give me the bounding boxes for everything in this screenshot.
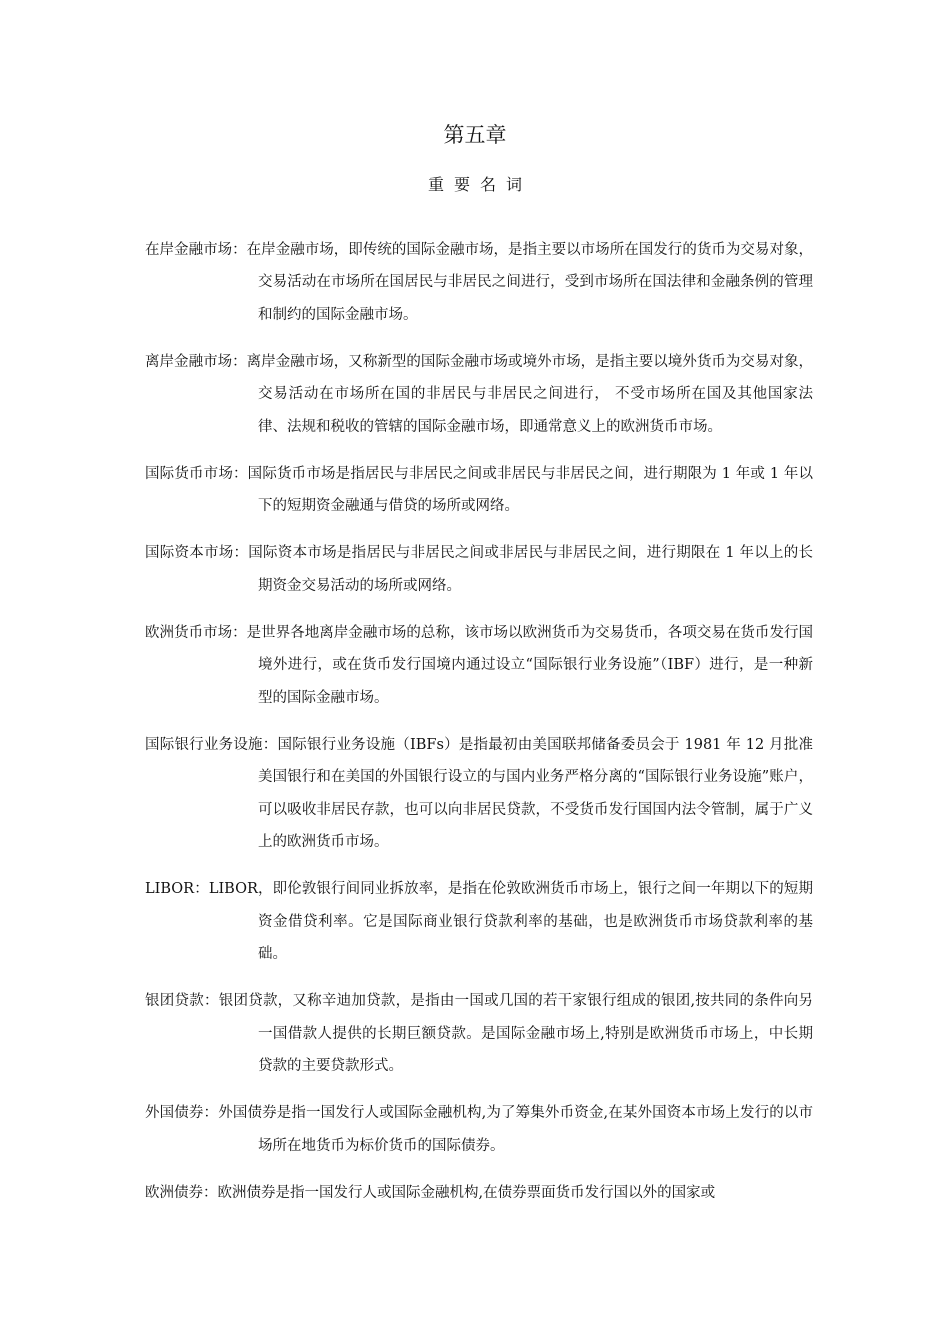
chapter-title: 第五章 <box>443 123 507 147</box>
glossary-entry-international-capital-market <box>145 537 813 602</box>
glossary-entry-foreign-bond <box>145 1097 813 1162</box>
glossary-entry-eurobond <box>145 1177 813 1210</box>
glossary-definition: 离岸金融市场，又称新型的国际金融市场或境外市场，是指主要以境外货币为交易对象，交易活动在市场所在国的非居民与非居民之间进行， 不受市场所在国及其他国家法律、法规和税收的管辖的国际金融市场，即通常意义上的欧洲货币市场。 <box>246 353 813 435</box>
glossary-entry-offshore-market <box>145 346 813 444</box>
section-title: 重要名词 <box>427 175 532 194</box>
glossary-definition: LIBOR，即伦敦银行间同业拆放率，是指在伦敦欧洲货币市场上，银行之间一年期以下的短期资金借贷利率。它是国际商业银行贷款利率的基础，也是欧洲货币市场贷款利率的基础。 <box>208 881 813 962</box>
glossary-term: 在岸金融市场： <box>145 241 247 258</box>
glossary-entry-international-money-market <box>145 458 813 523</box>
glossary-list <box>145 219 813 1212</box>
glossary-term: 外国债券： <box>145 1105 219 1121</box>
glossary-entry-eurocurrency-market <box>145 617 813 715</box>
glossary-definition: 国际资本市场是指居民与非居民之间或非居民与非居民之间，进行期限在 1 年以上的长期资金交易活动的场所或网络。 <box>248 545 813 594</box>
glossary-term: 欧洲债券： <box>145 1184 218 1201</box>
glossary-definition: 国际货币市场是指居民与非居民之间或非居民与非居民之间，进行期限为 1 年或 1 年以下的短期资金融通与借贷的场所或网络。 <box>247 465 814 514</box>
glossary-entry-onshore-market <box>145 234 813 332</box>
glossary-entry-ibf <box>145 729 813 859</box>
glossary-definition: 欧洲债券是指一国发行人或国际金融机构,在债券票面货币发行国以外的国家或 <box>217 1184 716 1201</box>
glossary-entry-syndicated-loan <box>145 985 813 1083</box>
glossary-term: 国际资本市场： <box>145 545 249 561</box>
glossary-definition: 是世界各地离岸金融市场的总称，该市场以欧洲货币为交易货币，各项交易在货币发行国境外进行，或在货币发行国境内通过设立“国际银行业务设施”（IBF）进行，是一种新型的国际金融市场。 <box>246 624 813 706</box>
glossary-definition: 外国债券是指一国发行人或国际金融机构,为了筹集外币资金,在某外国资本市场上发行的以市场所在地货币为标价货币的国际债券。 <box>218 1105 814 1154</box>
glossary-term: 欧洲货币市场： <box>145 624 247 641</box>
glossary-term: 国际货币市场： <box>145 465 248 482</box>
glossary-term: 银团贷款： <box>145 993 219 1009</box>
glossary-definition: 在岸金融市场，即传统的国际金融市场，是指主要以市场所在国发行的货币为交易对象，交易活动在市场所在国居民与非居民之间进行，受到市场所在国法律和金融条例的管理和制约的国际金融市场。 <box>246 241 813 323</box>
glossary-term: LIBOR： <box>145 881 209 897</box>
glossary-definition: 银团贷款，又称辛迪加贷款，是指由一国或几国的若干家银行组成的银团,按共同的条件向另一国借款人提供的长期巨额贷款。是国际金融市场上,特别是欧洲货币市场上，中长期贷款的主要贷款形式。 <box>218 993 814 1074</box>
glossary-term: 国际银行业务设施： <box>145 736 278 753</box>
glossary-term: 离岸金融市场： <box>145 353 247 370</box>
glossary-definition: 国际银行业务设施（IBFs）是指最初由美国联邦储备委员会于 1981 年 12 月批准美国银行和在美国的外国银行设立的与国内业务严格分离的“国际银行业务设施”账户，可以吸收非居民存款，也可以向非居民贷款，不受货币发行国国内法令管制，属于广义上的欧洲货币市场。 <box>258 736 814 850</box>
glossary-entry-libor <box>145 873 813 971</box>
